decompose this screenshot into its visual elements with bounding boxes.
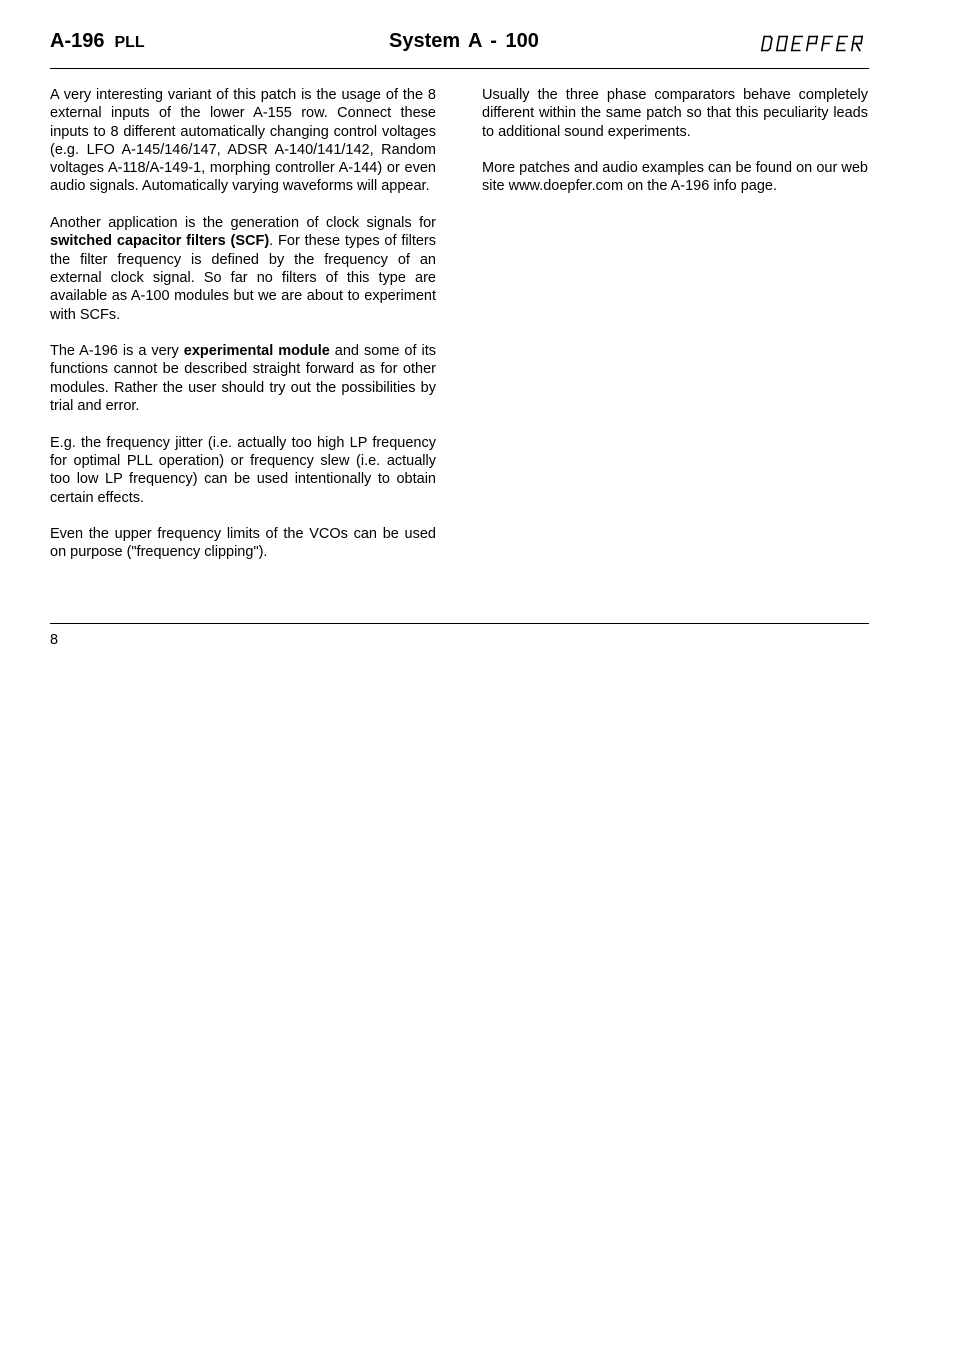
left-paragraph (50, 214, 436, 324)
system-title: System A - 100 (389, 30, 539, 52)
bold-term: switched capacitor filters (SCF) (50, 233, 270, 250)
module-subtitle: PLL (114, 34, 145, 51)
doepfer-logo (760, 35, 865, 52)
right-paragraph (482, 86, 868, 141)
text-run: A very interesting variant of this patch is the usage of the 8 external inputs of the lower A-155 row. Connect these inputs to 8 different automatically changing control voltages (e.g. LFO A-145/146/147, ADSR A-140/141/142, Random voltages A-118/A-149-1, morphing controller A-144) or even audio signals. Automatically varying waveforms will appear. (50, 87, 436, 195)
logo-letter (805, 35, 820, 52)
logo-letter (820, 35, 835, 52)
text-run: and some of its functions cannot be described straight forward as for other modules. Rather the user should try out the possibilities by trial and error. (50, 343, 437, 415)
logo-letter (775, 35, 790, 52)
module-title (50, 30, 145, 53)
text-run: E.g. the frequency jitter (i.e. actually too high LP frequency for optimal PLL operation) or frequency slew (i.e. actually too low LP frequency) can be used intentionally to obtain certain effects. (50, 434, 436, 506)
page-header (50, 30, 869, 69)
logo-letter (760, 35, 775, 52)
left-paragraph (50, 86, 436, 196)
left-column (50, 86, 436, 580)
page-number: 8 (50, 632, 59, 648)
logo-letter (850, 35, 865, 52)
text-run: Usually the three phase comparators behave completely different within the same patch so that this peculiarity leads to additional sound experiments. (482, 87, 868, 140)
left-paragraph (50, 525, 436, 562)
text-run: Another application is the generation of clock signals for (50, 215, 436, 232)
text-run: More patches and audio examples can be found on our web site www.doepfer.com on the A-196 info page. (482, 160, 868, 195)
footer-rule (50, 623, 869, 624)
bold-term: experimental module (183, 343, 330, 360)
text-run: The A-196 is a very (50, 343, 184, 360)
logo-letter (790, 35, 805, 52)
logo-letter (835, 35, 850, 52)
text-run: . For these types of filters the filter frequency is defined by the frequency of an external clock signal. So far no filters of this type are available as A-100 modules but we are about to experiment with SCFs. (50, 233, 436, 323)
right-column (482, 86, 868, 214)
module-number: A-196 (50, 30, 105, 52)
left-paragraph (50, 342, 436, 415)
text-run: Even the upper frequency limits of the VCOs can be used on purpose ("frequency clipping"). (50, 526, 436, 561)
right-paragraph (482, 159, 868, 196)
left-paragraph (50, 434, 436, 507)
